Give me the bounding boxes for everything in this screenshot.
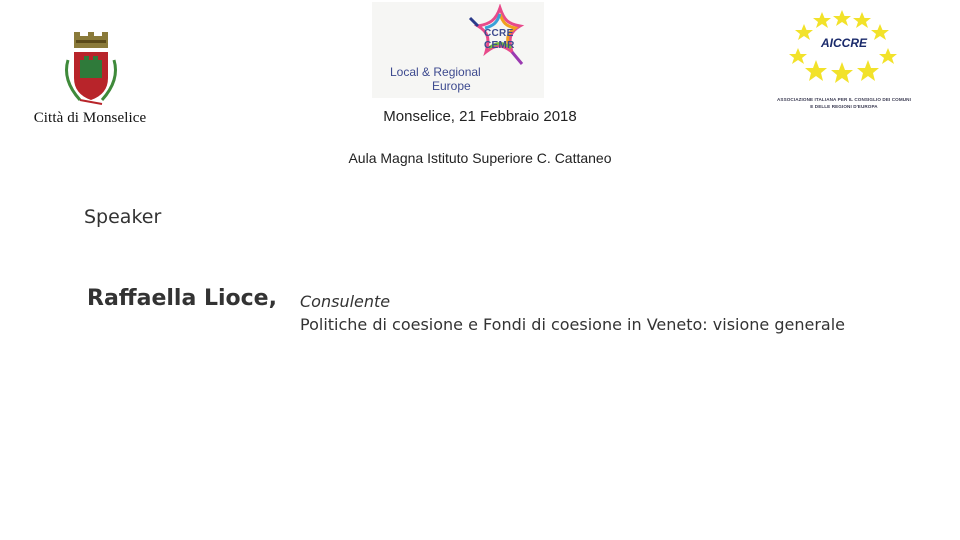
speaker-heading: Speaker <box>84 206 162 228</box>
ccre-tagline-1: Local & Regional <box>390 65 481 79</box>
aiccre-subtitle-1: ASSOCIAZIONE ITALIANA PER IL CONSIGLIO DEI COMUNI <box>777 97 911 102</box>
speaker-role: Consulente <box>300 292 391 311</box>
aiccre-name: AICCRE <box>820 36 867 50</box>
talk-title: Politiche di coesione e Fondi di coesione in Veneto: visione generale <box>300 315 845 334</box>
event-date: Monselice, 21 Febbraio 2018 <box>383 108 577 125</box>
coat-of-arms-icon <box>60 30 122 108</box>
ccre-cemr-logo <box>372 2 544 98</box>
aiccre-subtitle-2: E DELLE REGIONI D'EUROPA <box>810 104 878 109</box>
event-venue: Aula Magna Istituto Superiore C. Cattaneo <box>348 150 612 166</box>
speaker-name: Raffaella Lioce, <box>87 286 277 311</box>
ccre-tagline-2: Europe <box>432 79 471 93</box>
aiccre-logo <box>768 8 920 113</box>
cemr-label: CEMR <box>484 40 515 51</box>
monselice-caption: Città di Monselice <box>33 110 147 126</box>
ccre-label: CCRE <box>484 28 514 39</box>
